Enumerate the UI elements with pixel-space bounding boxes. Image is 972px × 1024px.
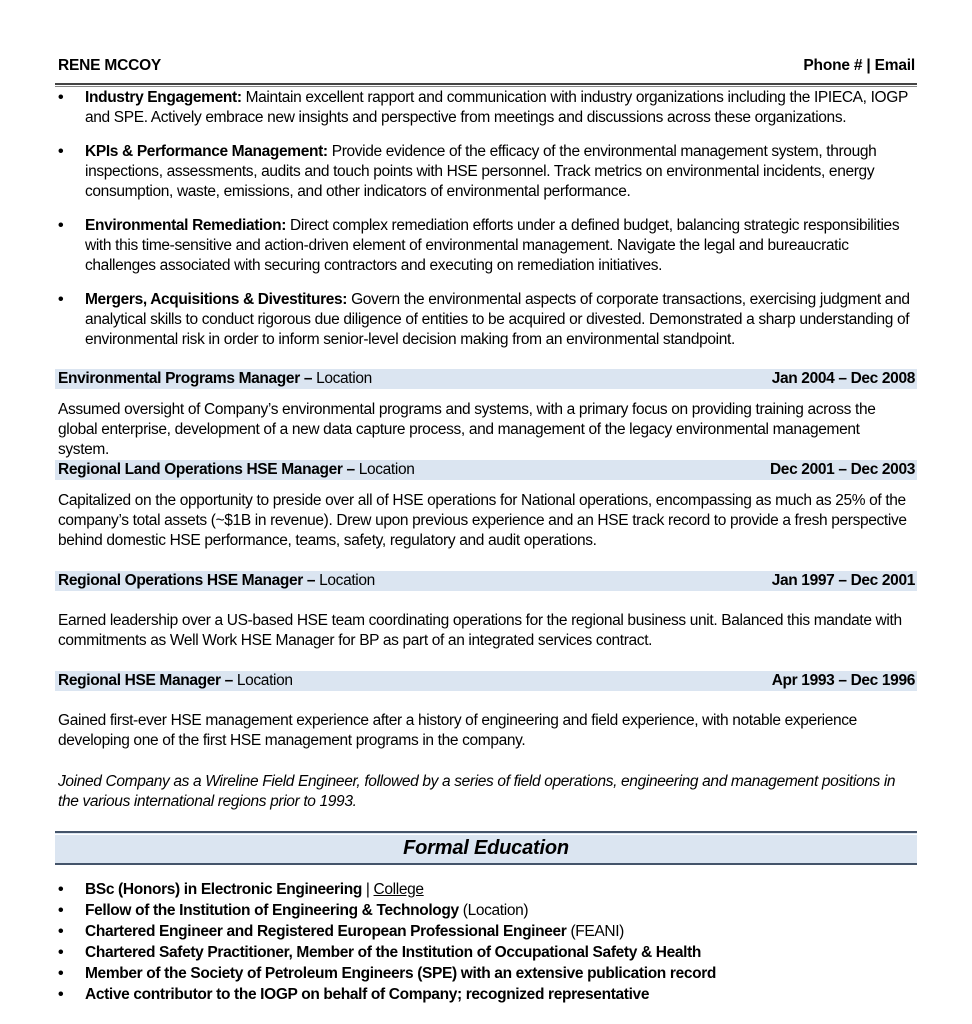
education-list (55, 879, 917, 1005)
education-item: • Active contributor to the IOGP on behalf of Company; recognized representative (55, 984, 917, 1005)
role-title: Regional Land Operations HSE Manager – (58, 461, 355, 478)
role-title: Regional Operations HSE Manager – (58, 572, 316, 589)
achievement-item (55, 88, 917, 128)
candidate-name: RENE MCCOY (58, 57, 162, 74)
role-header (55, 671, 917, 691)
role-header (55, 369, 917, 389)
achievement-text: Maintain excellent rapport and communication with industry organizations including the IPIECA, IOGP and SPE. Actively embrace new insights and perspective from meetings and discussions across these organizations. (85, 89, 908, 126)
education-item: • Fellow of the Institution of Engineering & Technology (Location) (55, 900, 917, 921)
role-description: Earned leadership over a US-based HSE team coordinating operations for the regional business unit. Balanced this mandate with commitments as Well Work HSE Manager for BP as part of an integrated services contract. (58, 612, 902, 649)
achievement-label: Industry Engagement: (85, 89, 242, 106)
achievement-list (55, 88, 917, 350)
contact-info: Phone # | Email (803, 57, 915, 74)
role-title: Environmental Programs Manager – (58, 370, 313, 387)
early-career-note: Joined Company as a Wireline Field Engineer, followed by a series of field operations, engineering and management positions in the various international regions prior to 1993. (58, 773, 896, 810)
role-description: Capitalized on the opportunity to preside over all of HSE operations for National operations, encompassing as much as 25% of the company’s total assets (~$1B in revenue). Drew upon previous experience and an HSE track record to provide a fresh perspective behind domestic HSE performance, teams, safety, regulatory and audit operations. (58, 492, 907, 549)
role-header (55, 571, 917, 591)
role-location: Location (312, 370, 372, 387)
achievement-text: Direct complex remediation efforts under a defined budget, balancing strategic responsibilities with this time-sensitive and action-driven element of environmental management. Navigate the legal and bureaucratic challenges associated with securing contractors and executing on remediation initiatives. (85, 217, 900, 274)
achievement-label: KPIs & Performance Management: (85, 143, 328, 160)
role-dates: Jan 2004 – Dec 2008 (771, 370, 915, 387)
role-title: Regional HSE Manager – (58, 672, 233, 689)
education-item: • Member of the Society of Petroleum Engineers (SPE) with an extensive publication record (55, 963, 917, 984)
role-location: Location (232, 672, 293, 689)
college-link[interactable]: College (373, 881, 424, 898)
achievement-label: Mergers, Acquisitions & Divestitures: (85, 291, 348, 308)
achievement-item (55, 216, 917, 276)
role-description: Gained first-ever HSE management experience after a history of engineering and field experience, with notable experience developing one of the first HSE management programs in the company. (58, 712, 857, 749)
education-item: • Chartered Safety Practitioner, Member of the Institution of Occupational Safety & Health (55, 942, 917, 963)
resume-header (55, 57, 917, 85)
role-header (55, 460, 917, 480)
achievement-item (55, 290, 917, 350)
education-item: • Chartered Engineer and Registered European Professional Engineer (FEANI) (55, 921, 917, 942)
role-description: Assumed oversight of Company’s environmental programs and systems, with a primary focus on providing training across the global enterprise, development of a new data capture process, and management of the legacy environmental management system. (58, 401, 876, 458)
achievement-text: Govern the environmental aspects of corporate transactions, exercising judgment and analytical skills to conduct rigorous due diligence of entities to be acquired or divested. Demonstrated a sharp understanding of environmental risk in order to inform senior-level decision making from an environmental standpoint. (85, 291, 910, 348)
role-location: Location (315, 572, 375, 589)
role-dates: Dec 2001 – Dec 2003 (769, 461, 915, 478)
achievement-label: Environmental Remediation: (85, 217, 287, 234)
achievement-item (55, 142, 917, 202)
role-dates: Apr 1993 – Dec 1996 (771, 672, 915, 689)
achievement-text: Provide evidence of the efficacy of the environmental management system, through inspections, assessments, audits and touch points with HSE personnel. Track metrics on environmental incidents, energy consumption, waste, emissions, and other indicators of environmental performance. (85, 143, 877, 200)
role-dates: Jan 1997 – Dec 2001 (771, 572, 915, 589)
education-item: • BSc (Honors) in Electronic Engineering | College (55, 879, 917, 900)
role-location: Location (354, 461, 415, 478)
section-heading-education: Formal Education (55, 831, 917, 865)
